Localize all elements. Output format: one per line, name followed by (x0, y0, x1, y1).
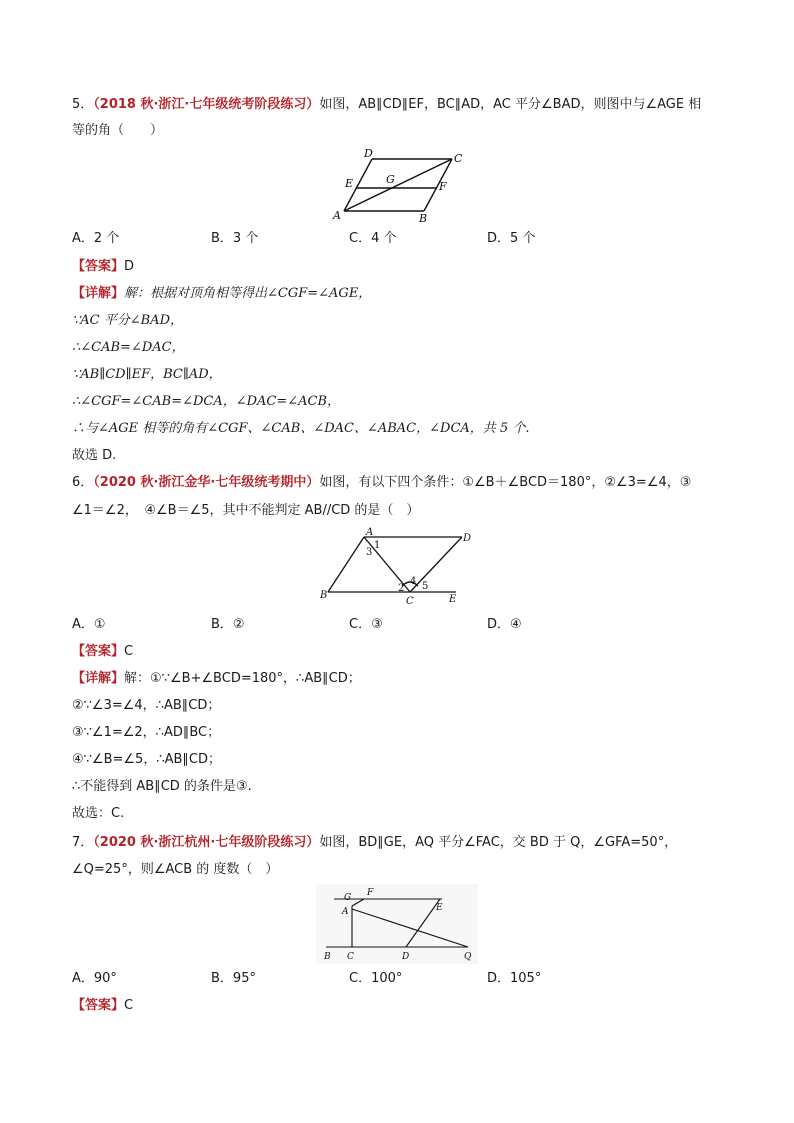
q7-label-q: Q (464, 952, 472, 962)
q6-detail-2: ③∵∠1=∠2，∴AD∥BC； (72, 725, 221, 740)
q7-source: （2020 秋·浙江杭州·七年级阶段练习） (93, 835, 320, 850)
q5-detail-5: ∴与∠AGE 相等的角有∠CGF、∠CAB、∠DAC、∠ABAC，∠DCA，共 5 个. (72, 421, 530, 436)
q6-detail-0: 解：①∵∠B+∠BCD=180°，∴AB∥CD； (124, 671, 361, 686)
q7-label-d: D (402, 952, 410, 962)
q6-answer-line (72, 643, 133, 661)
q6-label-b: B (320, 590, 328, 601)
q6-figure (316, 526, 472, 608)
q6-option-c[interactable]: C．③ (349, 617, 383, 632)
q5-answer: D (124, 259, 135, 274)
q6-label-e: E (449, 594, 457, 605)
q5-detail-2: ∴∠CAB=∠DAC， (72, 340, 185, 355)
q6-label-c: C (406, 596, 414, 607)
q6-detail-1: ②∵∠3=∠4，∴AB∥CD； (72, 698, 221, 713)
q5-option-c[interactable]: C．4 个 (349, 231, 397, 246)
q7-label-c: C (347, 952, 354, 962)
q6-option-b[interactable]: B．② (211, 617, 245, 632)
q5-label-g: G (386, 173, 395, 186)
q5-label-c: C (454, 152, 463, 165)
q7-stem-line1 (72, 834, 677, 852)
q7-label-f: F (367, 888, 374, 898)
q5-option-d[interactable]: D．5 个 (487, 231, 536, 246)
q6-angle-4: 4 (410, 576, 417, 587)
q7-option-b[interactable]: B．95° (211, 971, 256, 986)
q5-number: 5． (72, 97, 94, 112)
q5-figure (328, 148, 478, 226)
q7-stem-line2: ∠Q=25°，则∠ACB 的 度数（ ） (72, 862, 279, 877)
q6-angle-3: 3 (366, 547, 373, 558)
q7-answer: C (124, 998, 134, 1013)
q5-label-d: D (364, 147, 373, 160)
q6-angle-2: 2 (398, 583, 405, 594)
q6-angle-5: 5 (422, 581, 429, 592)
q5-answer-line (72, 258, 134, 276)
q5-answer-tag: 【答案】 (72, 259, 125, 274)
q5-stem-line2: 等的角（ ） (72, 123, 164, 138)
q7-label-b: B (324, 952, 331, 962)
q5-detail-1: ∵AC 平分∠BAD， (72, 313, 183, 328)
q7-label-a: A (342, 907, 349, 917)
q6-answer-tag: 【答案】 (72, 644, 125, 659)
q6-conclusion: 故选：C. (72, 806, 125, 821)
q6-label-a: A (366, 527, 374, 538)
q6-detail-tag: 【详解】 (72, 671, 125, 686)
q6-segment-cd (410, 537, 462, 592)
q5-label-f: F (439, 180, 447, 193)
q5-label-e: E (345, 177, 354, 190)
q6-stem-line2: ∠1＝∠2， ④∠B＝∠5，其中不能判定 AB//CD 的是（ ） (72, 503, 420, 518)
q7-option-d[interactable]: D．105° (487, 971, 542, 986)
q6-stem-text: 如图，有以下四个条件：①∠B＋∠BCD＝180°，②∠3=∠4，③ (319, 475, 692, 490)
q5-conclusion: 故选 D. (72, 448, 117, 463)
q6-angle-1: 1 (374, 540, 381, 551)
q5-detail-line1 (72, 285, 371, 303)
q5-option-b[interactable]: B．3 个 (211, 231, 259, 246)
q6-option-d[interactable]: D．④ (487, 617, 522, 632)
q6-detail-4: ∴不能得到 AB∥CD 的条件是③. (72, 779, 252, 794)
q7-answer-tag: 【答案】 (72, 998, 125, 1013)
q6-segment-ab (328, 537, 364, 592)
q6-detail-line1 (72, 670, 361, 688)
q6-option-a[interactable]: A．① (72, 617, 106, 632)
q6-label-d: D (463, 533, 472, 544)
q6-answer: C (124, 644, 134, 659)
q5-segment-ac (344, 159, 452, 211)
q6-stem-line1 (72, 474, 691, 492)
q5-option-a[interactable]: A．2 个 (72, 231, 120, 246)
q7-label-e: E (436, 903, 443, 913)
q7-answer-line (72, 997, 133, 1015)
q7-label-g: G (344, 893, 352, 903)
q7-figure (316, 884, 478, 964)
q5-stem-line1 (72, 96, 701, 114)
q7-option-a[interactable]: A．90° (72, 971, 117, 986)
q7-option-c[interactable]: C．100° (349, 971, 403, 986)
q7-stem-text: 如图，BD∥GE，AQ 平分∠FAC，交 BD 于 Q，∠GFA=50°， (319, 835, 678, 850)
q6-source: （2020 秋·浙江金华·七年级统考期中） (93, 475, 320, 490)
q6-number: 6． (72, 475, 94, 490)
q5-label-a: A (333, 209, 341, 222)
q5-source: （2018 秋·浙江·七年级统考阶段练习） (93, 97, 320, 112)
q5-label-b: B (419, 212, 428, 225)
q5-detail-4: ∴∠CGF=∠CAB=∠DCA，∠DAC=∠ACB， (72, 394, 341, 409)
q6-detail-3: ④∵∠B=∠5，∴AB∥CD； (72, 752, 221, 767)
q5-detail-0: 解：根据对顶角相等得出∠CGF=∠AGE， (124, 286, 372, 301)
q5-detail-tag: 【详解】 (72, 286, 125, 301)
q5-segment-bc (424, 159, 452, 211)
q7-number: 7． (72, 835, 94, 850)
q5-detail-3: ∵AB∥CD∥EF，BC∥AD， (72, 367, 222, 382)
q5-stem-text: 如图，AB∥CD∥EF，BC∥AD，AC 平分∠BAD，则图中与∠AGE 相 (319, 97, 702, 112)
